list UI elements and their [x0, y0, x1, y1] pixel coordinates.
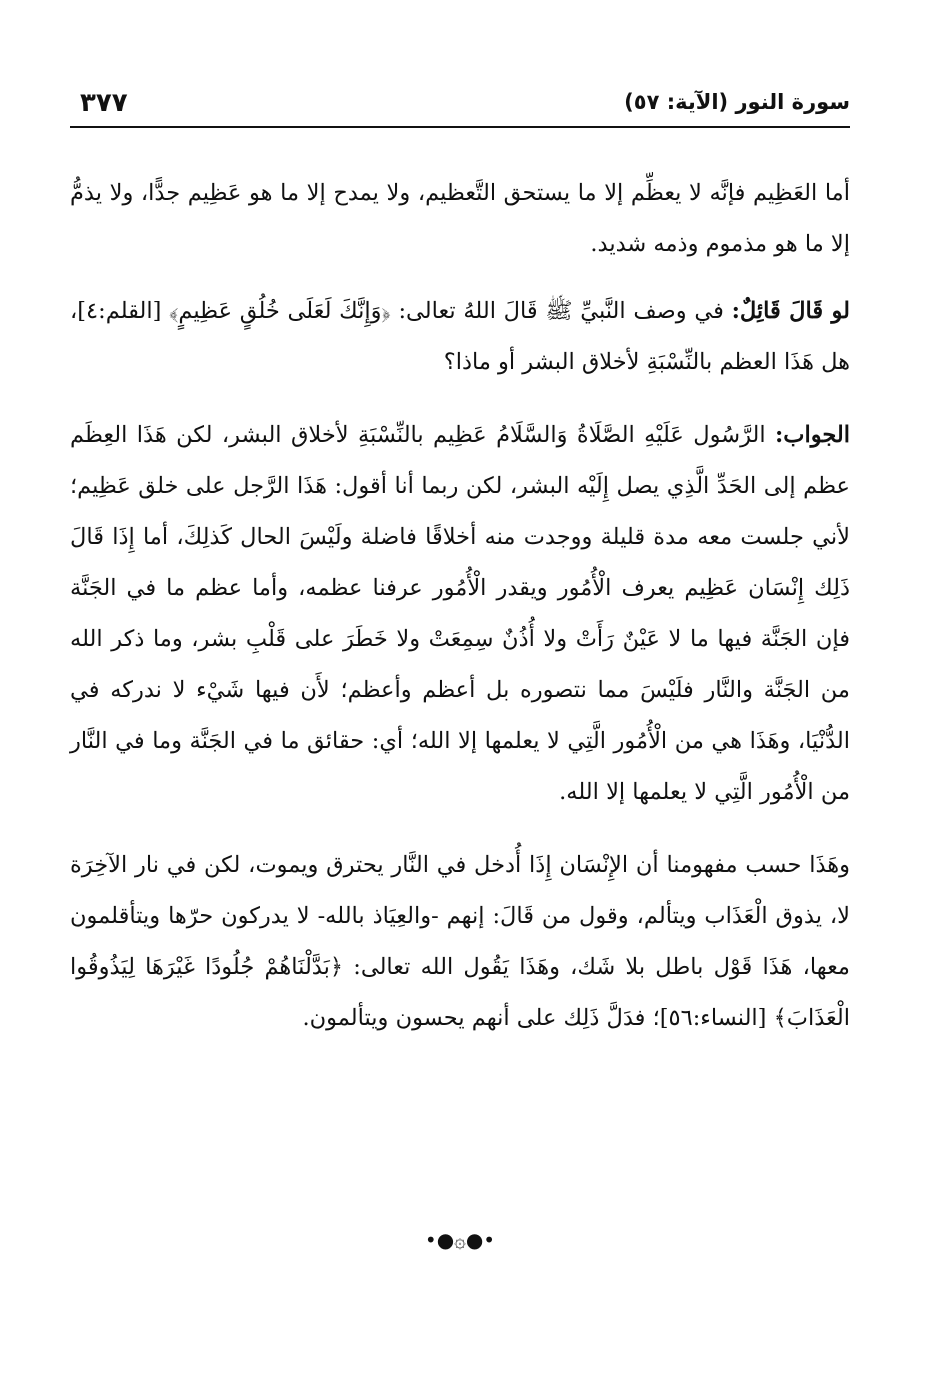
paragraph-2-text: في وصف النَّبيِّ ﷺ قَالَ اللهُ تعالى: ﴿وَإِنَّكَ لَعَلَى خُلُقٍ عَظِيمٍ﴾ [القلم:٤]، هل هَذَا العظم بالنِّسْبَةِ لأخلاق البشر أو ماذا؟ — [70, 298, 850, 375]
section-end-ornament: •●۞●• — [424, 1228, 496, 1252]
page-header — [70, 88, 850, 126]
page-number: ٣٧٧ — [80, 88, 128, 118]
paragraph-3-text: الرَّسُول عَلَيْهِ الصَّلَاةُ وَالسَّلَامُ عَظِيم بالنِّسْبَةِ لأخلاق البشر، لكن هَذَا العِظَم عظم إلى الحَدِّ الَّذِي يصل إِلَيْه البشر، لكن ربما أنا أقول: هَذَا الرَّجل على خلق عَظِيم؛ لأني جلست معه مدة قليلة ووجدت منه أخلاقًا فاضلة ولَيْسَ الحال كَذلِكَ، أما إِذَا قَالَ ذَلِك إِنْسَان عَظِيم يعرف الْأُمُور ويقدر الْأُمُور عرفنا عظمه، وأما عظم ما في الجَنَّة فإن الجَنَّة فيها ما لا عَيْنٌ رَأَتْ ولا أُذُنٌ سِمِعَتْ ولا خَطَرَ على قَلْبِ بشر، وما ذكر الله من الجَنَّة والنَّار فلَيْسَ مما نتصوره بل أعظم وأعظم؛ لأَن فيها شَيْء لا ندركه في الدُّنْيَا، وهَذَا هي من الْأُمُور الَّتِي لا يعلمها إلا الله؛ أي: حقائق ما في الجَنَّة وما في النَّار من الْأُمُور الَّتِي لا يعلمها إلا الله. — [70, 422, 850, 805]
paragraph-1-text: أما العَظِيم فإنَّه لا يعظِّم إلا ما يستحق التَّعظيم، ولا يمدح إلا ما هو عَظِيم جدًّا، ولا يذمُّ إلا ما هو مذموم وذمه شديد. — [70, 180, 850, 257]
header-rule — [70, 126, 850, 128]
paragraph-3 — [70, 410, 850, 818]
paragraph-4-text: وهَذَا حسب مفهومنا أن الإِنْسَان إِذَا أُدخل في النَّار يحترق ويموت، لكن في نار الآخِرَة لا، يذوق الْعَذَاب ويتألم، وقول من قَالَ: إنهم -والعِيَاذ بالله- لا يدركون حرّها ويتأقلمون معها، هَذَا قَوْل باطل بلا شَك، وهَذَا يَقُول الله تعالى: ﴿بَدَّلْنَاهُمْ جُلُودًا غَيْرَهَا لِيَذُوقُوا الْعَذَابَ﴾ [النساء:٥٦]؛ فدَلَّ ذَلِك على أنهم يحسون ويتألمون. — [70, 852, 850, 1031]
paragraph-1 — [70, 168, 850, 270]
paragraph-2 — [70, 286, 850, 388]
paragraph-3-lead: الجواب: — [775, 422, 850, 448]
page-body — [70, 168, 850, 1066]
paragraph-4 — [70, 840, 850, 1044]
book-page — [70, 88, 850, 1288]
paragraph-2-lead: لو قَالَ قَائِلٌ: — [731, 298, 850, 324]
running-title: سورة النور (الآية: ٥٧) — [624, 90, 850, 114]
